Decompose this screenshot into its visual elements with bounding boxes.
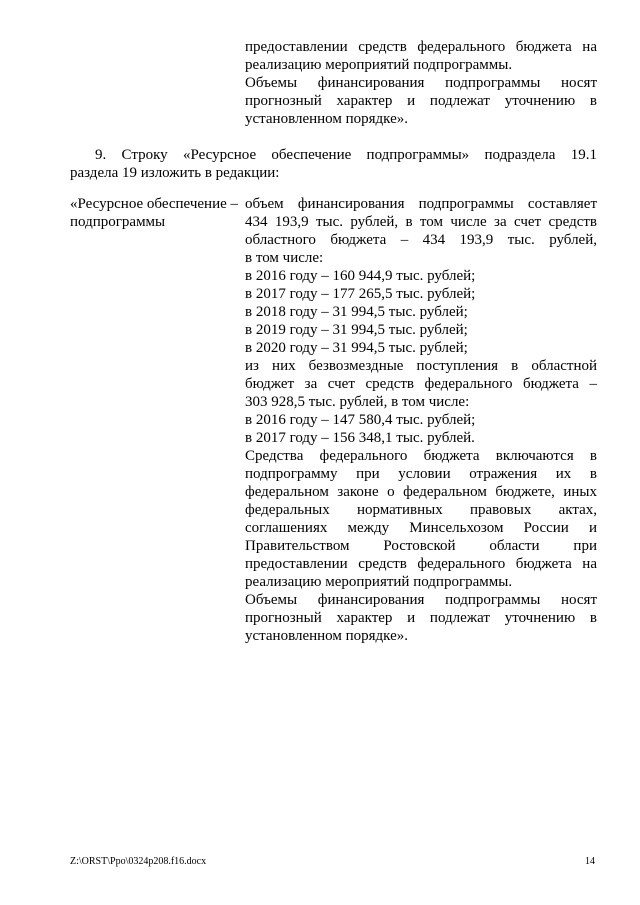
text-line: прогнозный характер и подлежат уточнению в (245, 93, 597, 109)
forecast-paragraph (245, 591, 597, 645)
text-line: объем финансирования подпрограммы составляет (245, 196, 597, 212)
text-line: федеральном законе о федеральном бюджете, иных (245, 484, 597, 500)
instruction-line-1: 9. Строку «Ресурсное обеспечение подпрограммы» подраздела 19.1 (95, 147, 597, 163)
text-line: Объемы финансирования подпрограммы носят (245, 75, 597, 91)
list-item: в 2017 году – 177 265,5 тыс. рублей; (245, 286, 476, 302)
yearly-funding-list (245, 267, 597, 357)
list-item: в 2019 году – 31 994,5 тыс. рублей; (245, 322, 468, 338)
text-line: Правительством Ростовской области при (245, 538, 597, 554)
row-label (70, 195, 242, 231)
text-line: Средства федерального бюджета включаются в (245, 448, 597, 464)
text-line: реализацию мероприятий подпрограммы. (245, 57, 513, 73)
list-item: в 2016 году – 160 944,9 тыс. рублей; (245, 268, 476, 284)
text-line: 303 928,5 тыс. рублей, в том числе: (245, 394, 470, 410)
text-line: Объемы финансирования подпрограммы носят (245, 592, 597, 608)
text-line: предоставлении средств федерального бюджета на (245, 39, 597, 55)
list-item: в 2018 году – 31 994,5 тыс. рублей; (245, 304, 468, 320)
text-line: реализацию мероприятий подпрограммы. (245, 574, 513, 590)
text-line: в том числе: (245, 250, 324, 266)
federal-funding (245, 357, 597, 411)
text-line: федеральных нормативных правовых актах, (245, 502, 597, 518)
funding-intro (245, 195, 597, 267)
footer-file-path: Z:\ORST\Ppo\0324p208.f16.docx (70, 856, 207, 867)
text-line: предоставлении средств федерального бюджета на (245, 556, 597, 572)
top-paragraph-1 (245, 38, 597, 74)
page-number: 14 (585, 856, 595, 867)
list-item: в 2017 году – 156 348,1 тыс. рублей. (245, 430, 475, 446)
text-line: прогнозный характер и подлежат уточнению в (245, 610, 597, 626)
conditions-paragraph (245, 447, 597, 591)
row-content (245, 195, 597, 645)
text-line: установленном порядке». (245, 628, 409, 644)
text-line: подпрограмму при условии отражения их в (245, 466, 597, 482)
text-line: 434 193,9 тыс. рублей, в том числе за счет средств (245, 214, 597, 230)
top-paragraph-2 (245, 74, 597, 128)
federal-yearly-list (245, 411, 597, 447)
instruction-line-2: раздела 19 изложить в редакции: (70, 165, 280, 181)
instruction-paragraph (70, 146, 597, 182)
list-item: в 2020 году – 31 994,5 тыс. рублей; (245, 340, 468, 356)
text-line: соглашениях между Минсельхозом России и (245, 520, 597, 536)
row-label-line-1: «Ресурсное обеспечение – (70, 196, 239, 212)
text-line: из них безвозмездные поступления в областной (245, 358, 597, 374)
list-item: в 2016 году – 147 580,4 тыс. рублей; (245, 412, 476, 428)
top-continuation (245, 38, 597, 128)
text-line: областного бюджета – 434 193,9 тыс. рублей, (245, 232, 597, 248)
row-label-line-2: подпрограммы (70, 214, 166, 230)
text-line: установленном порядке». (245, 111, 409, 127)
text-line: бюджет за счет средств федерального бюджета – (245, 376, 597, 392)
